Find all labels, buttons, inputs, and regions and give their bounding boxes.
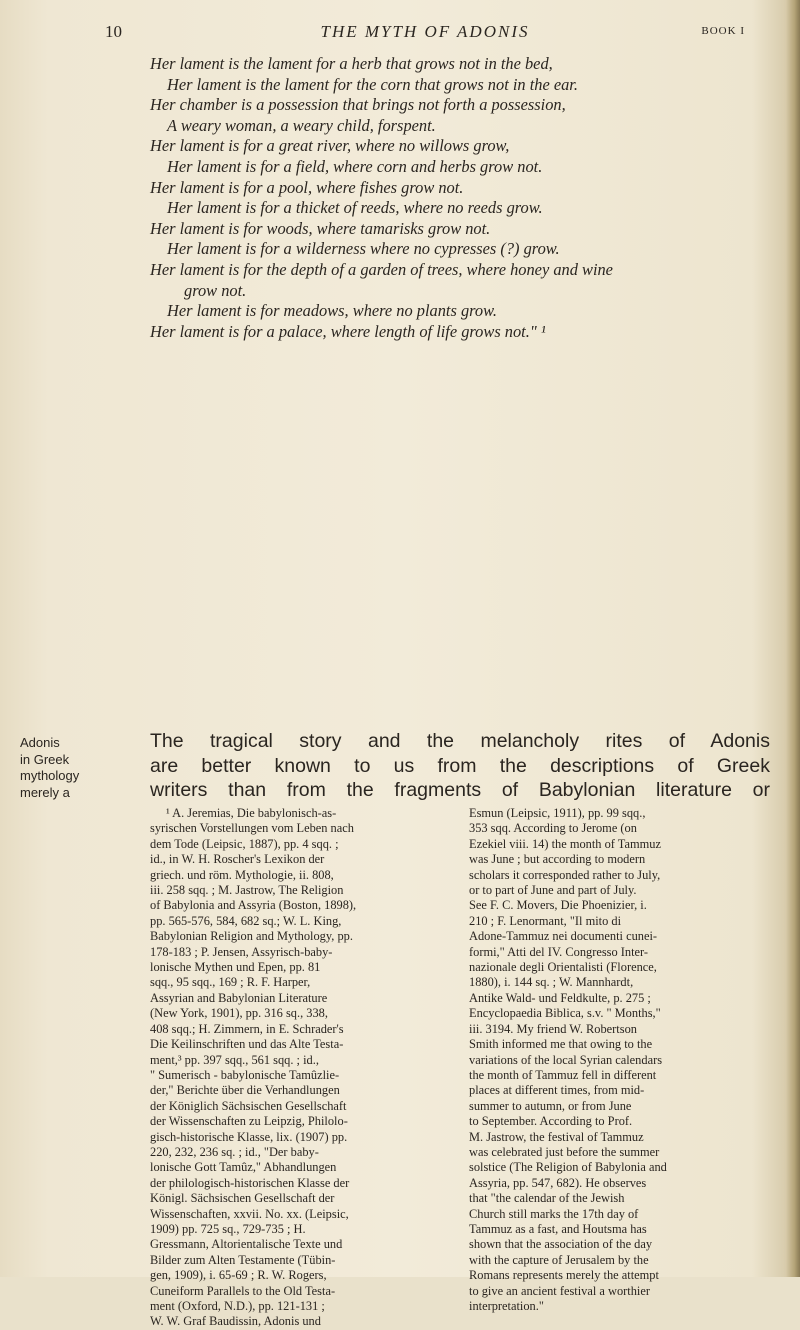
footnote-line: Esmun (Leipsic, 1911), pp. 99 sqq., [469,806,646,820]
footnote-line: to give an ancient festival a worthier [469,1283,650,1298]
footnote-line: nazionale degli Orientalisti (Florence, [469,960,657,975]
footnote-line: M. Jastrow, the festival of Tammuz [469,1129,644,1144]
margin-note-line: mythology [20,768,80,783]
footnote-line: iii. 3194. My friend W. Robertson [469,1021,637,1036]
footnote-line: Wissenschaften, xxvii. No. xx. (Leipsic, [150,1206,349,1221]
footnote-line: lonische Mythen und Epen, pp. 81 [150,960,321,975]
footnote-line: sqq., 95 sqq., 169 ; R. F. Harper, [150,975,311,990]
footnote-line: Antike Wald- und Feldkulte, p. 275 ; [469,990,651,1005]
footnote-line: formi," Atti del IV. Congresso Inter- [469,944,649,959]
footnote-line: the month of Tammuz fell in different [469,1067,657,1082]
footnote-line: Gressmann, Altorientalische Texte und [150,1237,343,1252]
poem-line: Her lament is for woods, where tamarisks grow not. [150,218,491,238]
footnote-line: dem Tode (Leipsic, 1887), pp. 4 sqq. ; [150,836,339,851]
footnote-line: griech. und röm. Mythologie, ii. 808, [150,867,334,882]
poem-line: Her lament is for the depth of a garden of trees, where honey and wine [150,259,613,279]
footnote-line: to September. According to Prof. [469,1114,633,1129]
footnote-line: der," Berichte über die Verhandlungen [150,1083,340,1098]
body-line: The tragical story and the melancholy rites of Adonis [150,730,770,752]
footnote-line: Church still marks the 17th day of [469,1206,639,1221]
poem-line: Her chamber is a possession that brings not forth a possession, [150,95,566,115]
footnote-line: Königl. Sächsischen Gesellschaft der [150,1191,335,1206]
page-header [105,22,745,46]
footnotes [150,806,770,1330]
footnote-line: 353 sqq. According to Jerome (on [469,821,637,836]
footnote-line: 408 sqq.; H. Zimmern, in E. Schrader's [150,1021,344,1036]
poem-line: Her lament is for a palace, where length of life grows not." ¹ [150,321,546,341]
footnote-line: Die Keilinschriften und das Alte Testa- [150,1037,344,1052]
poem-line: grow not. [184,280,247,300]
running-title: THE MYTH OF ADONIS [320,22,530,41]
footnote-line: (New York, 1901), pp. 316 sq., 338, [150,1006,328,1021]
poem-line: Her lament is for a great river, where no willows grow, [150,136,510,156]
body-line: are better known to us from the descriptions of Greek [150,754,770,777]
footnote-column-right [469,806,770,1330]
footnote-line: Bilder zum Alten Testamente (Tübin- [150,1252,336,1267]
footnote-line: See F. C. Movers, Die Phoenizier, i. [469,898,647,913]
footnote-line: places at different times, from mid- [469,1083,645,1098]
footnote-line: 220, 232, 236 sq. ; id., "Der baby- [150,1144,319,1159]
footnote-line: gen, 1909), i. 65-69 ; R. W. Rogers, [150,1268,327,1283]
page-edge-shadow [786,0,800,1277]
footnote-line: Smith informed me that owing to the [469,1037,653,1052]
poem-line: Her lament is for a field, where corn and herbs grow not. [167,156,543,176]
poem-line: Her lament is for meadows, where no plants grow. [167,301,497,321]
footnote-column-left [150,806,451,1330]
body-line: writers than from the fragments of Babylonian literature or [150,779,770,801]
footnote-line: 1909) pp. 725 sq., 729-735 ; H. [150,1221,306,1236]
footnote-line: ment (Oxford, N.D.), pp. 121-131 ; [150,1299,325,1313]
footnote-line: summer to autumn, or from June [469,1098,632,1113]
margin-note-line: in Greek [20,751,70,767]
footnote-line: Tammuz as a fast, and Houtsma has [469,1221,647,1236]
poem-line: Her lament is for a wilderness where no cypresses (?) grow. [167,239,560,259]
footnote-line: was June ; but according to modern [469,852,646,867]
footnote-line: pp. 565-576, 584, 682 sq.; W. L. King, [150,913,342,928]
footnote-line: Encyclopaedia Biblica, s.v. " Months," [469,1006,661,1021]
book-label: BOOK I [701,25,745,37]
footnote-line: solstice (The Religion of Babylonia and [469,1160,667,1175]
footnote-line: id., in W. H. Roscher's Lexikon der [150,852,325,867]
poem-line: A weary woman, a weary child, forspent. [167,115,436,135]
footnote-line: of Babylonia and Assyria (Boston, 1898), [150,898,357,913]
margin-note-line: Adonis [20,735,60,750]
footnote-line: variations of the local Syrian calendars [469,1052,663,1067]
footnote-line: scholars it corresponded rather to July, [469,867,661,882]
footnote-line: with the capture of Jerusalem by the [469,1252,649,1267]
poem-line: Her lament is the lament for a herb that grows not in the bed, [150,54,553,73]
footnote-line: Assyria, pp. 547, 682). He observes [469,1175,647,1190]
footnote-line: 178-183 ; P. Jensen, Assyrisch-baby- [150,944,333,959]
poem-line: Her lament is for a pool, where fishes grow not. [150,177,464,197]
margin-note [20,735,100,801]
poem-line: Her lament is for a thicket of reeds, where no reeds grow. [167,198,543,218]
footnote-line: that "the calendar of the Jewish [469,1191,625,1206]
footnote-line: Adone-Tammuz nei documenti cunei- [469,929,658,944]
footnote-line: der Königlich Sächsischen Gesellschaft [150,1098,347,1113]
footnote-line: interpretation." [469,1299,544,1313]
footnote-line: der philologisch-historischen Klasse der [150,1175,350,1190]
footnote-line: iii. 258 sqq. ; M. Jastrow, The Religion [150,883,344,898]
footnote-line: Babylonian Religion and Mythology, pp. [150,929,353,944]
poem-line: Her lament is the lament for the corn that grows not in the ear. [167,74,578,94]
footnote-line: 210 ; F. Lenormant, "Il mito di [469,913,622,928]
footnote-line: " Sumerisch - babylonische Tamûzlie- [150,1067,340,1082]
body-paragraph [150,729,770,803]
page-number: 10 [105,22,122,41]
footnote-line: ¹ A. Jeremias, Die babylonisch-as- [166,806,337,820]
footnote-line: 1880), i. 144 sq. ; W. Mannhardt, [469,975,634,990]
footnote-line: Ezekiel viii. 14) the month of Tammuz [469,836,661,851]
footnote-line: or to part of June and part of July. [469,883,637,898]
footnote-line: Assyrian and Babylonian Literature [150,990,328,1005]
footnote-line: W. W. Graf Baudissin, Adonis und [150,1314,321,1329]
footnote-line: Romans represents merely the attempt [469,1268,659,1283]
footnote-line: lonische Gott Tamûz," Abhandlungen [150,1160,337,1175]
poem-block [150,54,770,342]
margin-note-line: merely a [20,784,70,800]
footnote-line: der Wissenschaften zu Leipzig, Philolo- [150,1114,348,1129]
footnote-line: ment,³ pp. 397 sqq., 561 sqq. ; id., [150,1052,319,1067]
footnote-line: syrischen Vorstellungen vom Leben nach [150,821,354,836]
footnote-line: gisch-historische Klasse, lix. (1907) pp. [150,1129,348,1144]
footnote-line: was celebrated just before the summer [469,1144,660,1159]
footnote-line: Cuneiform Parallels to the Old Testa- [150,1283,336,1298]
footnote-line: shown that the association of the day [469,1237,653,1252]
